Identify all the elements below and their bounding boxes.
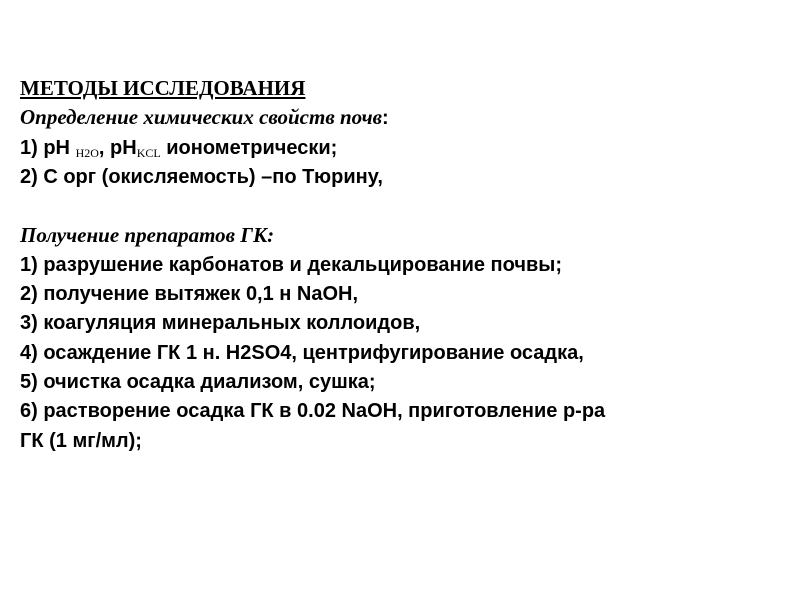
section1-title: Определение химических свойств почв <box>20 105 383 130</box>
section2-item-2: 2) получение вытяжек 0,1 н NaOH, <box>20 283 359 306</box>
section2-item-4: 4) осаждение ГК 1 н. H2SO4, центрифугирование осадка, <box>20 341 584 364</box>
slide-content <box>20 74 780 456</box>
section2-item-1: 1) разрушение карбонатов и декальцирование почвы; <box>20 253 562 276</box>
section2-item-3: 3) коагуляция минеральных коллоидов, <box>20 312 421 335</box>
section1-item-1 <box>20 134 780 163</box>
item1-subscript-kcl: KCL <box>136 145 161 160</box>
section2-item-6: 6) растворение осадка ГК в 0.02 NaOH, приготовление р-ра <box>20 400 606 423</box>
section2-item-6-continued: ГК (1 мг/мл); <box>20 429 142 452</box>
section2-item-5: 5) очистка осадка диализом, сушка; <box>20 370 376 393</box>
section1-title-colon: : <box>382 107 389 130</box>
item1-suffix: ионометрически; <box>160 136 338 159</box>
section1-item-2: 2) С орг (окисляемость) –по Тюрину, <box>20 165 383 188</box>
item1-middle: , pH <box>98 136 137 159</box>
section1-title-line <box>20 103 780 133</box>
slide-heading: МЕТОДЫ ИССЛЕДОВАНИЯ <box>20 76 306 100</box>
item1-prefix: 1) pH <box>20 136 76 159</box>
spacer <box>20 192 780 221</box>
item1-subscript-h2o: H2O <box>75 145 99 160</box>
section2-title: Получение препаратов ГК: <box>20 223 275 248</box>
